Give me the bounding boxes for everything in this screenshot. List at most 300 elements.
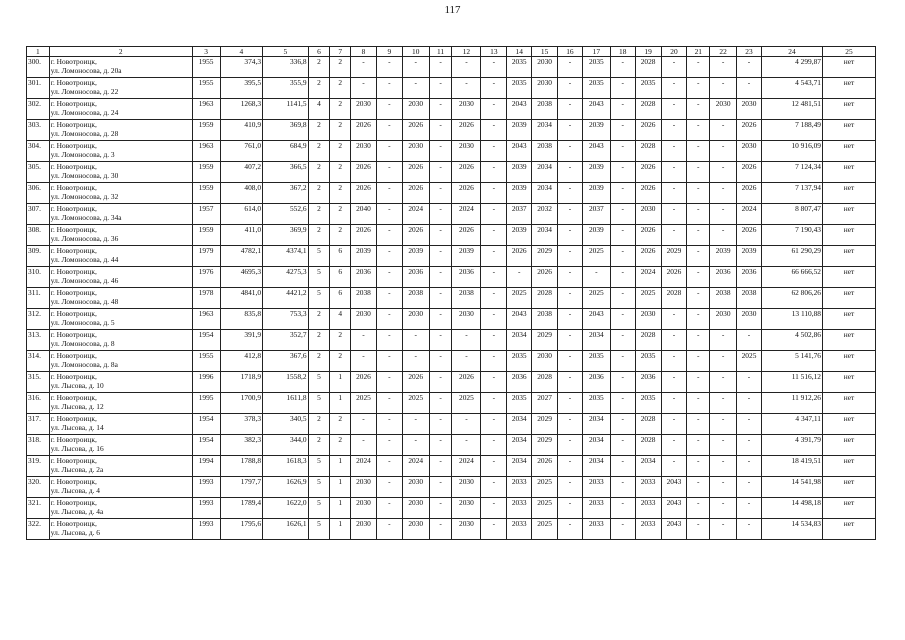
header-row <box>27 47 876 57</box>
address-street: ул. Ломоносова, д. 32 <box>50 192 119 201</box>
data-cell-col-16: - <box>558 141 583 162</box>
data-cell-col-13: - <box>481 120 507 141</box>
row-number: 319. <box>27 456 50 477</box>
data-cell-col-10: 2030 <box>402 519 429 540</box>
data-cell-col-11: - <box>429 267 452 288</box>
data-cell-col-23: 2039 <box>737 246 762 267</box>
table-row <box>27 120 876 141</box>
data-cell-col-9: - <box>376 57 402 78</box>
data-cell-col-7: 2 <box>330 57 351 78</box>
data-cell-col-10: 2026 <box>402 225 429 246</box>
data-cell-col-20: - <box>661 225 687 246</box>
data-cell-col-13: - <box>481 435 507 456</box>
data-cell-col-8: 2026 <box>351 120 377 141</box>
data-cell-col-22: - <box>710 456 737 477</box>
data-cell-col-11: - <box>429 183 452 204</box>
data-cell-col-24: 61 290,29 <box>761 246 822 267</box>
data-cell-col-8: - <box>351 78 377 99</box>
data-cell-col-22: - <box>710 204 737 225</box>
row-number: 305. <box>27 162 50 183</box>
data-cell-col-18: - <box>610 288 635 309</box>
row-number: 312. <box>27 309 50 330</box>
data-cell-col-8: 2036 <box>351 267 377 288</box>
data-cell-col-5: 684,9 <box>263 141 309 162</box>
table-row <box>27 519 876 540</box>
data-cell-col-21: - <box>687 435 710 456</box>
data-cell-col-24: 14 541,98 <box>761 477 822 498</box>
data-cell-col-23: 2036 <box>737 267 762 288</box>
data-cell-col-12: - <box>452 351 481 372</box>
data-cell-col-25: нет <box>823 120 876 141</box>
data-cell-col-22: 2030 <box>710 99 737 120</box>
data-cell-col-15: 2030 <box>532 78 558 99</box>
data-cell-col-24: 11 912,26 <box>761 393 822 414</box>
data-cell-col-14: 2033 <box>507 477 532 498</box>
address-city: г. Новотроицк, <box>50 498 97 507</box>
data-cell-col-6: 5 <box>308 267 330 288</box>
data-cell-col-23: - <box>737 477 762 498</box>
data-cell-col-22: - <box>710 519 737 540</box>
row-number: 320. <box>27 477 50 498</box>
data-cell-col-6: 5 <box>308 519 330 540</box>
data-cell-col-9: - <box>376 309 402 330</box>
data-cell-col-4: 411,0 <box>220 225 262 246</box>
address-cell <box>49 141 192 162</box>
data-cell-col-11: - <box>429 246 452 267</box>
data-cell-col-12: 2036 <box>452 267 481 288</box>
data-cell-col-17: 2033 <box>582 519 610 540</box>
data-cell-col-9: - <box>376 78 402 99</box>
data-cell-col-3: 1963 <box>192 141 220 162</box>
row-number: 314. <box>27 351 50 372</box>
data-cell-col-20: 2043 <box>661 519 687 540</box>
row-number: 316. <box>27 393 50 414</box>
address-street: ул. Лысова, д. 12 <box>50 402 104 411</box>
data-cell-col-3: 1976 <box>192 267 220 288</box>
data-cell-col-19: 2026 <box>635 225 661 246</box>
address-city: г. Новотроицк, <box>50 330 97 339</box>
data-cell-col-9: - <box>376 435 402 456</box>
data-cell-col-20: - <box>661 57 687 78</box>
address-street: ул. Лысова, д. 2а <box>50 465 104 474</box>
address-city: г. Новотроицк, <box>50 393 97 402</box>
data-cell-col-11: - <box>429 393 452 414</box>
data-cell-col-3: 1955 <box>192 78 220 99</box>
data-cell-col-20: - <box>661 309 687 330</box>
data-cell-col-9: - <box>376 99 402 120</box>
data-cell-col-5: 1626,1 <box>263 519 309 540</box>
row-number: 321. <box>27 498 50 519</box>
data-cell-col-25: нет <box>823 456 876 477</box>
data-cell-col-7: 1 <box>330 372 351 393</box>
data-cell-col-18: - <box>610 99 635 120</box>
address-cell <box>49 456 192 477</box>
data-cell-col-16: - <box>558 498 583 519</box>
data-cell-col-20: - <box>661 351 687 372</box>
data-cell-col-10: 2026 <box>402 372 429 393</box>
data-cell-col-9: - <box>376 372 402 393</box>
address-city: г. Новотроицк, <box>50 414 97 423</box>
data-cell-col-11: - <box>429 204 452 225</box>
data-cell-col-6: 2 <box>308 309 330 330</box>
data-cell-col-19: 2033 <box>635 519 661 540</box>
data-cell-col-10: 2026 <box>402 162 429 183</box>
address-street: ул. Ломоносова, д. 3 <box>50 150 115 159</box>
address-street: ул. Ломоносова, д. 22 <box>50 87 119 96</box>
address-cell <box>49 288 192 309</box>
column-number-header: 11 <box>429 47 452 57</box>
data-cell-col-17: 2033 <box>582 498 610 519</box>
data-cell-col-20: - <box>661 183 687 204</box>
data-cell-col-4: 408,0 <box>220 183 262 204</box>
address-cell <box>49 351 192 372</box>
data-cell-col-6: 2 <box>308 120 330 141</box>
data-cell-col-4: 835,8 <box>220 309 262 330</box>
data-cell-col-17: 2039 <box>582 225 610 246</box>
data-cell-col-19: 2026 <box>635 120 661 141</box>
address-street: ул. Ломоносова, д. 5 <box>50 318 115 327</box>
address-street: ул. Лысова, д. 4а <box>50 507 104 516</box>
address-city: г. Новотроицк, <box>50 183 97 192</box>
data-cell-col-10: 2030 <box>402 309 429 330</box>
data-cell-col-22: 2039 <box>710 246 737 267</box>
data-cell-col-14: 2034 <box>507 330 532 351</box>
data-cell-col-20: - <box>661 330 687 351</box>
data-cell-col-5: 1626,9 <box>263 477 309 498</box>
data-cell-col-5: 366,5 <box>263 162 309 183</box>
row-number: 317. <box>27 414 50 435</box>
data-cell-col-23: 2030 <box>737 141 762 162</box>
data-cell-col-10: - <box>402 414 429 435</box>
data-cell-col-9: - <box>376 414 402 435</box>
data-cell-col-7: 2 <box>330 120 351 141</box>
data-cell-col-11: - <box>429 456 452 477</box>
data-cell-col-4: 382,3 <box>220 435 262 456</box>
data-cell-col-11: - <box>429 519 452 540</box>
data-cell-col-4: 391,9 <box>220 330 262 351</box>
data-cell-col-17: 2035 <box>582 57 610 78</box>
address-cell <box>49 498 192 519</box>
data-cell-col-19: 2033 <box>635 477 661 498</box>
data-cell-col-23: 2025 <box>737 351 762 372</box>
data-cell-col-6: 2 <box>308 225 330 246</box>
data-cell-col-6: 2 <box>308 351 330 372</box>
row-number: 315. <box>27 372 50 393</box>
data-cell-col-3: 1978 <box>192 288 220 309</box>
data-cell-col-17: 2034 <box>582 435 610 456</box>
table-row <box>27 309 876 330</box>
data-cell-col-6: 5 <box>308 456 330 477</box>
data-cell-col-6: 5 <box>308 477 330 498</box>
data-cell-col-3: 1993 <box>192 519 220 540</box>
data-cell-col-15: 2030 <box>532 351 558 372</box>
data-cell-col-20: - <box>661 120 687 141</box>
data-cell-col-3: 1979 <box>192 246 220 267</box>
data-cell-col-15: 2038 <box>532 99 558 120</box>
data-cell-col-24: 18 419,51 <box>761 456 822 477</box>
data-cell-col-3: 1959 <box>192 225 220 246</box>
data-cell-col-5: 1141,5 <box>263 99 309 120</box>
data-cell-col-12: 2039 <box>452 246 481 267</box>
data-cell-col-12: 2038 <box>452 288 481 309</box>
data-cell-col-8: 2030 <box>351 309 377 330</box>
data-cell-col-8: - <box>351 414 377 435</box>
data-cell-col-5: 1622,0 <box>263 498 309 519</box>
data-cell-col-4: 761,0 <box>220 141 262 162</box>
data-cell-col-25: нет <box>823 330 876 351</box>
data-cell-col-10: - <box>402 351 429 372</box>
housing-register-table <box>26 46 876 540</box>
address-city: г. Новотроицк, <box>50 120 97 129</box>
data-cell-col-17: 2039 <box>582 162 610 183</box>
data-cell-col-20: - <box>661 99 687 120</box>
data-cell-col-9: - <box>376 204 402 225</box>
address-street: ул. Ломоносова, д. 8 <box>50 339 115 348</box>
data-cell-col-23: 2038 <box>737 288 762 309</box>
data-cell-col-14: 2025 <box>507 288 532 309</box>
table-row <box>27 99 876 120</box>
address-street: ул. Лысова, д. 10 <box>50 381 104 390</box>
data-cell-col-16: - <box>558 267 583 288</box>
data-cell-col-12: - <box>452 57 481 78</box>
data-cell-col-11: - <box>429 120 452 141</box>
data-cell-col-8: - <box>351 330 377 351</box>
data-cell-col-11: - <box>429 99 452 120</box>
data-cell-col-20: - <box>661 78 687 99</box>
data-cell-col-15: 2025 <box>532 519 558 540</box>
data-cell-col-13: - <box>481 456 507 477</box>
row-number: 304. <box>27 141 50 162</box>
data-cell-col-19: 2026 <box>635 246 661 267</box>
row-number: 322. <box>27 519 50 540</box>
data-cell-col-9: - <box>376 351 402 372</box>
data-cell-col-16: - <box>558 414 583 435</box>
column-number-header: 17 <box>582 47 610 57</box>
data-cell-col-17: 2034 <box>582 330 610 351</box>
data-cell-col-13: - <box>481 288 507 309</box>
data-cell-col-23: - <box>737 456 762 477</box>
table-row <box>27 477 876 498</box>
data-cell-col-17: 2025 <box>582 288 610 309</box>
data-cell-col-4: 1700,9 <box>220 393 262 414</box>
data-cell-col-11: - <box>429 162 452 183</box>
data-cell-col-20: - <box>661 162 687 183</box>
data-cell-col-21: - <box>687 225 710 246</box>
data-cell-col-10: 2030 <box>402 477 429 498</box>
data-cell-col-12: 2024 <box>452 456 481 477</box>
data-cell-col-9: - <box>376 330 402 351</box>
data-cell-col-21: - <box>687 120 710 141</box>
data-cell-col-11: - <box>429 477 452 498</box>
data-cell-col-8: 2024 <box>351 456 377 477</box>
table-row <box>27 57 876 78</box>
data-cell-col-6: 5 <box>308 288 330 309</box>
data-cell-col-20: - <box>661 141 687 162</box>
data-cell-col-6: 2 <box>308 183 330 204</box>
data-cell-col-7: 4 <box>330 309 351 330</box>
data-cell-col-7: 2 <box>330 78 351 99</box>
data-cell-col-13: - <box>481 330 507 351</box>
data-cell-col-7: 2 <box>330 225 351 246</box>
row-number: 318. <box>27 435 50 456</box>
address-city: г. Новотроицк, <box>50 162 97 171</box>
data-cell-col-23: - <box>737 498 762 519</box>
data-cell-col-23: - <box>737 330 762 351</box>
data-cell-col-21: - <box>687 330 710 351</box>
table-row <box>27 435 876 456</box>
table-row <box>27 225 876 246</box>
address-city: г. Новотроицк, <box>50 141 97 150</box>
data-cell-col-25: нет <box>823 57 876 78</box>
data-cell-col-16: - <box>558 288 583 309</box>
data-cell-col-12: 2026 <box>452 120 481 141</box>
data-cell-col-11: - <box>429 498 452 519</box>
data-cell-col-25: нет <box>823 519 876 540</box>
data-cell-col-24: 66 666,52 <box>761 267 822 288</box>
data-cell-col-6: 5 <box>308 372 330 393</box>
data-cell-col-22: 2030 <box>710 309 737 330</box>
column-number-header: 14 <box>507 47 532 57</box>
data-cell-col-7: 2 <box>330 414 351 435</box>
data-cell-col-23: 2026 <box>737 225 762 246</box>
address-cell <box>49 372 192 393</box>
row-number: 300. <box>27 57 50 78</box>
data-cell-col-18: - <box>610 372 635 393</box>
address-street: ул. Лысова, д. 4 <box>50 486 100 495</box>
column-number-header: 19 <box>635 47 661 57</box>
data-cell-col-7: 2 <box>330 162 351 183</box>
row-number: 306. <box>27 183 50 204</box>
data-cell-col-15: 2028 <box>532 372 558 393</box>
address-city: г. Новотроицк, <box>50 225 97 234</box>
data-cell-col-20: 2028 <box>661 288 687 309</box>
data-cell-col-11: - <box>429 414 452 435</box>
data-cell-col-17: 2035 <box>582 393 610 414</box>
data-cell-col-14: 2033 <box>507 498 532 519</box>
data-cell-col-8: 2030 <box>351 141 377 162</box>
data-cell-col-7: 6 <box>330 246 351 267</box>
column-number-header: 5 <box>263 47 309 57</box>
data-cell-col-9: - <box>376 120 402 141</box>
data-cell-col-14: 2035 <box>507 57 532 78</box>
data-cell-col-8: - <box>351 57 377 78</box>
data-cell-col-19: 2035 <box>635 393 661 414</box>
data-cell-col-16: - <box>558 456 583 477</box>
data-cell-col-4: 1788,8 <box>220 456 262 477</box>
data-cell-col-6: 4 <box>308 99 330 120</box>
data-cell-col-16: - <box>558 57 583 78</box>
data-cell-col-18: - <box>610 414 635 435</box>
data-cell-col-22: - <box>710 162 737 183</box>
address-city: г. Новотроицк, <box>50 456 97 465</box>
data-cell-col-4: 407,2 <box>220 162 262 183</box>
column-number-header: 1 <box>27 47 50 57</box>
address-cell <box>49 57 192 78</box>
address-city: г. Новотроицк, <box>50 288 97 297</box>
data-cell-col-17: 2034 <box>582 456 610 477</box>
data-cell-col-10: - <box>402 330 429 351</box>
address-cell <box>49 162 192 183</box>
data-cell-col-16: - <box>558 351 583 372</box>
data-cell-col-6: 2 <box>308 414 330 435</box>
address-street: ул. Ломоносова, д. 34а <box>50 213 122 222</box>
row-number: 313. <box>27 330 50 351</box>
column-number-header: 22 <box>710 47 737 57</box>
data-cell-col-21: - <box>687 393 710 414</box>
data-cell-col-9: - <box>376 183 402 204</box>
data-cell-col-11: - <box>429 225 452 246</box>
row-number: 303. <box>27 120 50 141</box>
data-cell-col-6: 5 <box>308 246 330 267</box>
data-cell-col-18: - <box>610 120 635 141</box>
data-cell-col-5: 355,9 <box>263 78 309 99</box>
data-cell-col-18: - <box>610 162 635 183</box>
data-cell-col-18: - <box>610 477 635 498</box>
data-cell-col-18: - <box>610 57 635 78</box>
row-number: 308. <box>27 225 50 246</box>
data-cell-col-8: 2038 <box>351 288 377 309</box>
data-cell-col-25: нет <box>823 498 876 519</box>
data-cell-col-16: - <box>558 78 583 99</box>
data-cell-col-19: 2036 <box>635 372 661 393</box>
data-cell-col-15: 2026 <box>532 267 558 288</box>
row-number: 302. <box>27 99 50 120</box>
data-cell-col-16: - <box>558 330 583 351</box>
column-number-header: 13 <box>481 47 507 57</box>
data-cell-col-13: - <box>481 393 507 414</box>
data-cell-col-18: - <box>610 309 635 330</box>
data-cell-col-12: - <box>452 78 481 99</box>
address-street: ул. Лысова, д. 14 <box>50 423 104 432</box>
data-cell-col-16: - <box>558 435 583 456</box>
data-cell-col-3: 1963 <box>192 309 220 330</box>
data-cell-col-4: 1718,9 <box>220 372 262 393</box>
data-cell-col-13: - <box>481 267 507 288</box>
data-cell-col-7: 1 <box>330 498 351 519</box>
data-cell-col-15: 2028 <box>532 288 558 309</box>
data-cell-col-12: 2030 <box>452 477 481 498</box>
column-number-header: 15 <box>532 47 558 57</box>
data-cell-col-6: 5 <box>308 498 330 519</box>
data-cell-col-10: 2038 <box>402 288 429 309</box>
data-cell-col-4: 374,3 <box>220 57 262 78</box>
data-cell-col-18: - <box>610 519 635 540</box>
data-cell-col-23: 2026 <box>737 120 762 141</box>
data-cell-col-4: 395,5 <box>220 78 262 99</box>
data-cell-col-24: 11 516,12 <box>761 372 822 393</box>
data-cell-col-4: 614,0 <box>220 204 262 225</box>
data-cell-col-7: 1 <box>330 477 351 498</box>
data-cell-col-3: 1957 <box>192 204 220 225</box>
data-cell-col-21: - <box>687 519 710 540</box>
data-cell-col-12: - <box>452 414 481 435</box>
data-cell-col-18: - <box>610 330 635 351</box>
data-cell-col-8: 2025 <box>351 393 377 414</box>
data-cell-col-17: 2037 <box>582 204 610 225</box>
data-cell-col-19: 2024 <box>635 267 661 288</box>
data-cell-col-4: 412,8 <box>220 351 262 372</box>
data-cell-col-21: - <box>687 477 710 498</box>
data-cell-col-20: - <box>661 456 687 477</box>
data-cell-col-23: 2030 <box>737 99 762 120</box>
address-street: ул. Ломоносова, д. 28 <box>50 129 119 138</box>
address-cell <box>49 99 192 120</box>
data-cell-col-9: - <box>376 288 402 309</box>
data-cell-col-19: 2030 <box>635 309 661 330</box>
data-cell-col-12: 2030 <box>452 498 481 519</box>
data-cell-col-24: 10 916,09 <box>761 141 822 162</box>
data-cell-col-14: 2043 <box>507 309 532 330</box>
